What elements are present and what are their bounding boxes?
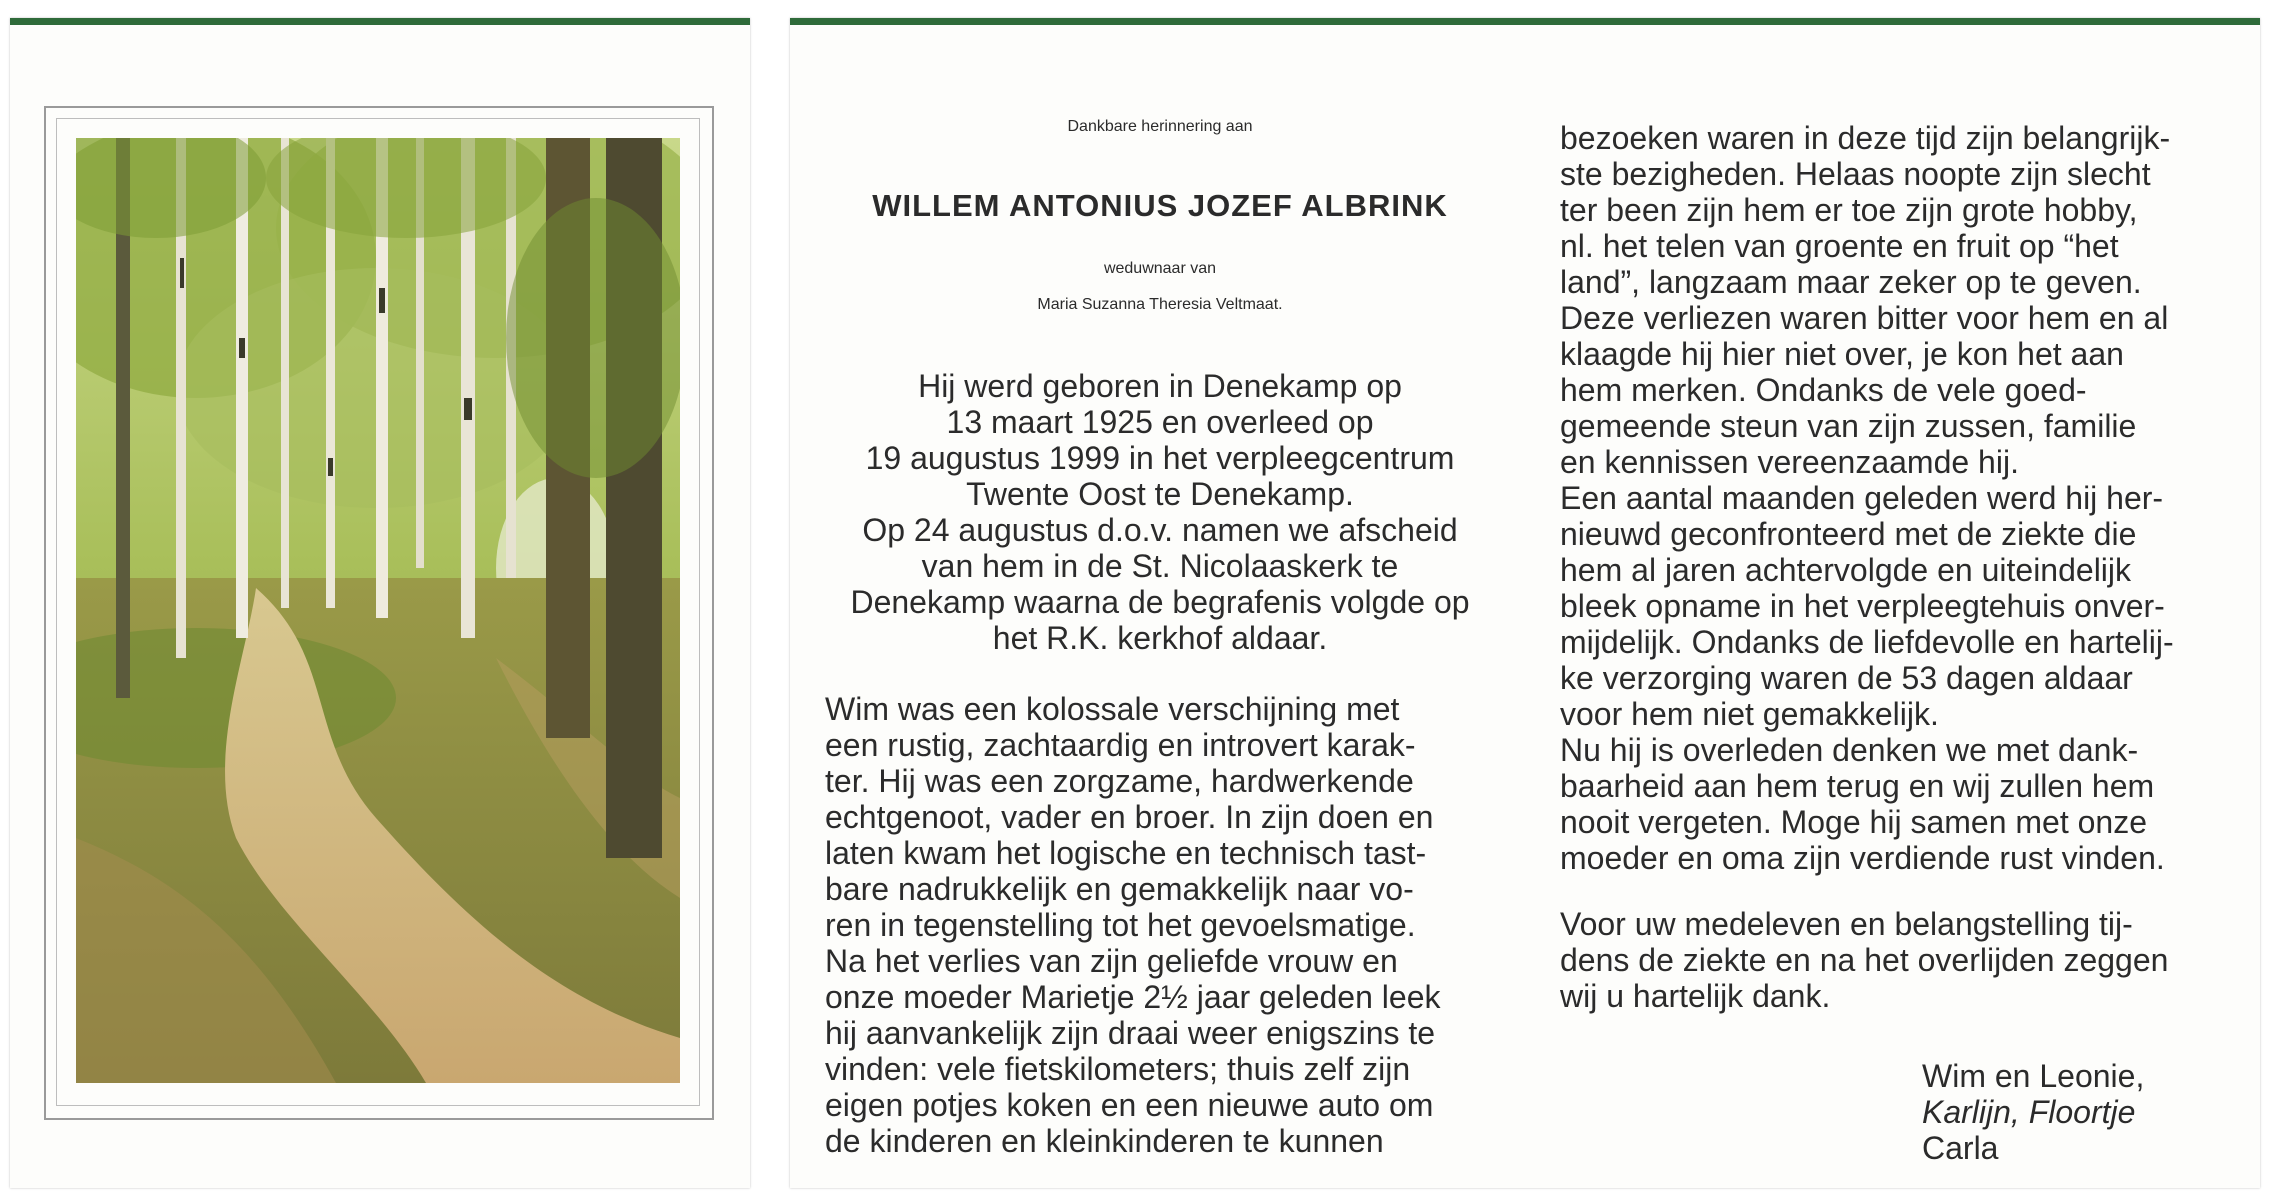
text-line: hem al jaren achtervolgde en uiteindelijk bbox=[1560, 552, 2132, 588]
text-line: onze moeder Marietje 2½ jaar geleden leek bbox=[825, 979, 1441, 1015]
biography-right bbox=[1560, 120, 2230, 876]
text-line: Deze verliezen waren bitter voor hem en al bbox=[1560, 300, 2169, 336]
text-line: land”, langzaam maar zeker op te geven. bbox=[1560, 264, 2142, 300]
text-line: laten kwam het logische en technisch tast- bbox=[825, 835, 1427, 871]
text-line: ste bezigheden. Helaas noopte zijn slecht bbox=[1560, 156, 2151, 192]
text-line: dens de ziekte en na het overlijden zeggen bbox=[1560, 942, 2169, 978]
text-line: echtgenoot, vader en broer. In zijn doen en bbox=[825, 799, 1434, 835]
widower-line-1: weduwnaar van bbox=[1103, 260, 1217, 277]
signature-line: Wim en Leonie, bbox=[1922, 1058, 2145, 1094]
text-line: het R.K. kerkhof aldaar. bbox=[992, 620, 1328, 656]
text-line: ter been zijn hem er toe zijn grote hobby, bbox=[1560, 192, 2138, 228]
text-line: baarheid aan hem terug en wij zullen hem bbox=[1560, 768, 2155, 804]
text-line: nooit vergeten. Moge hij samen met onze bbox=[1560, 804, 2147, 840]
widower-line-2: Maria Suzanna Theresia Veltmaat. bbox=[1037, 296, 1283, 313]
signature-line: Carla bbox=[1922, 1130, 1999, 1166]
signature-line bbox=[1922, 1094, 2144, 1130]
text-line: ke verzorging waren de 53 dagen aldaar bbox=[1560, 660, 2133, 696]
text-line: Een aantal maanden geleden werd hij her- bbox=[1560, 480, 2164, 516]
text-line: vinden: vele fietskilometers; thuis zelf zijn bbox=[825, 1051, 1411, 1087]
text-line: Denekamp waarna de begrafenis volgde op bbox=[850, 584, 1470, 620]
text-line: hij aanvankelijk zijn draai weer enigszins te bbox=[825, 1015, 1436, 1051]
thanks-block bbox=[1560, 906, 2230, 1014]
text-line: moeder en oma zijn verdiende rust vinden. bbox=[1560, 840, 2165, 876]
text-line: en kennissen vereenzaamde hij. bbox=[1560, 444, 2019, 480]
intro-line: Dankbare herinnering aan bbox=[1067, 118, 1253, 135]
signature-block bbox=[1922, 1058, 2144, 1166]
text-line: gemeende steun van zijn zussen, familie bbox=[1560, 408, 2137, 444]
text-line: klaagde hij hier niet over, je kon het aan bbox=[1560, 336, 2124, 372]
text-line: bleek opname in het verpleegtehuis onver- bbox=[1560, 588, 2165, 624]
text-line: mijdelijk. Ondanks de liefdevolle en hartelij- bbox=[1560, 624, 2174, 660]
text-line: Nu hij is overleden denken we met dank- bbox=[1560, 732, 2139, 768]
text-line: ren in tegenstelling tot het gevoelsmatige. bbox=[825, 907, 1416, 943]
biography-left bbox=[825, 691, 1495, 1159]
text-line: bezoeken waren in deze tijd zijn belangrijk- bbox=[1560, 120, 2171, 156]
birth-death-block bbox=[825, 368, 1495, 656]
deceased-name: WILLEM ANTONIUS JOZEF ALBRINK bbox=[872, 188, 1448, 223]
text-line: Twente Oost te Denekamp. bbox=[966, 476, 1354, 512]
text-line: wij u hartelijk dank. bbox=[1560, 978, 1831, 1014]
text-line: Na het verlies van zijn geliefde vrouw en bbox=[825, 943, 1398, 979]
text-line: Hij werd geboren in Denekamp op bbox=[918, 368, 1402, 404]
text-line: hem merken. Ondanks de vele goed- bbox=[1560, 372, 2087, 408]
forest-path-photo bbox=[76, 138, 680, 1083]
text-line: 13 maart 1925 en overleed op bbox=[946, 404, 1374, 440]
text-line: nl. het telen van groente en fruit op “het bbox=[1560, 228, 2119, 264]
text-line: de kinderen en kleinkinderen te kunnen bbox=[825, 1123, 1384, 1159]
text-line: Wim was een kolossale verschijning met bbox=[825, 691, 1400, 727]
text-line: nieuwd geconfronteerd met de ziekte die bbox=[1560, 516, 2137, 552]
text-line: Voor uw medeleven en belangstelling tij- bbox=[1560, 906, 2133, 942]
text-line: van hem in de St. Nicolaaskerk te bbox=[921, 548, 1399, 584]
text-line: Op 24 augustus d.o.v. namen we afscheid bbox=[862, 512, 1458, 548]
photo-card bbox=[10, 18, 750, 1188]
signature-italic: Karlijn, Floortje bbox=[1922, 1094, 2136, 1130]
text-line: een rustig, zachtaardig en introvert karak- bbox=[825, 727, 1416, 763]
text-line: 19 augustus 1999 in het verpleegcentrum bbox=[865, 440, 1455, 476]
text-line: ter. Hij was een zorgzame, hardwerkende bbox=[825, 763, 1414, 799]
text-line: bare nadrukkelijk en gemakkelijk naar vo- bbox=[825, 871, 1414, 907]
text-card bbox=[790, 18, 2260, 1188]
card-top-edge bbox=[790, 18, 2260, 25]
text-line: eigen potjes koken en een nieuwe auto om bbox=[825, 1087, 1434, 1123]
text-line: voor hem niet gemakkelijk. bbox=[1560, 696, 1939, 732]
card-top-edge bbox=[10, 18, 750, 25]
